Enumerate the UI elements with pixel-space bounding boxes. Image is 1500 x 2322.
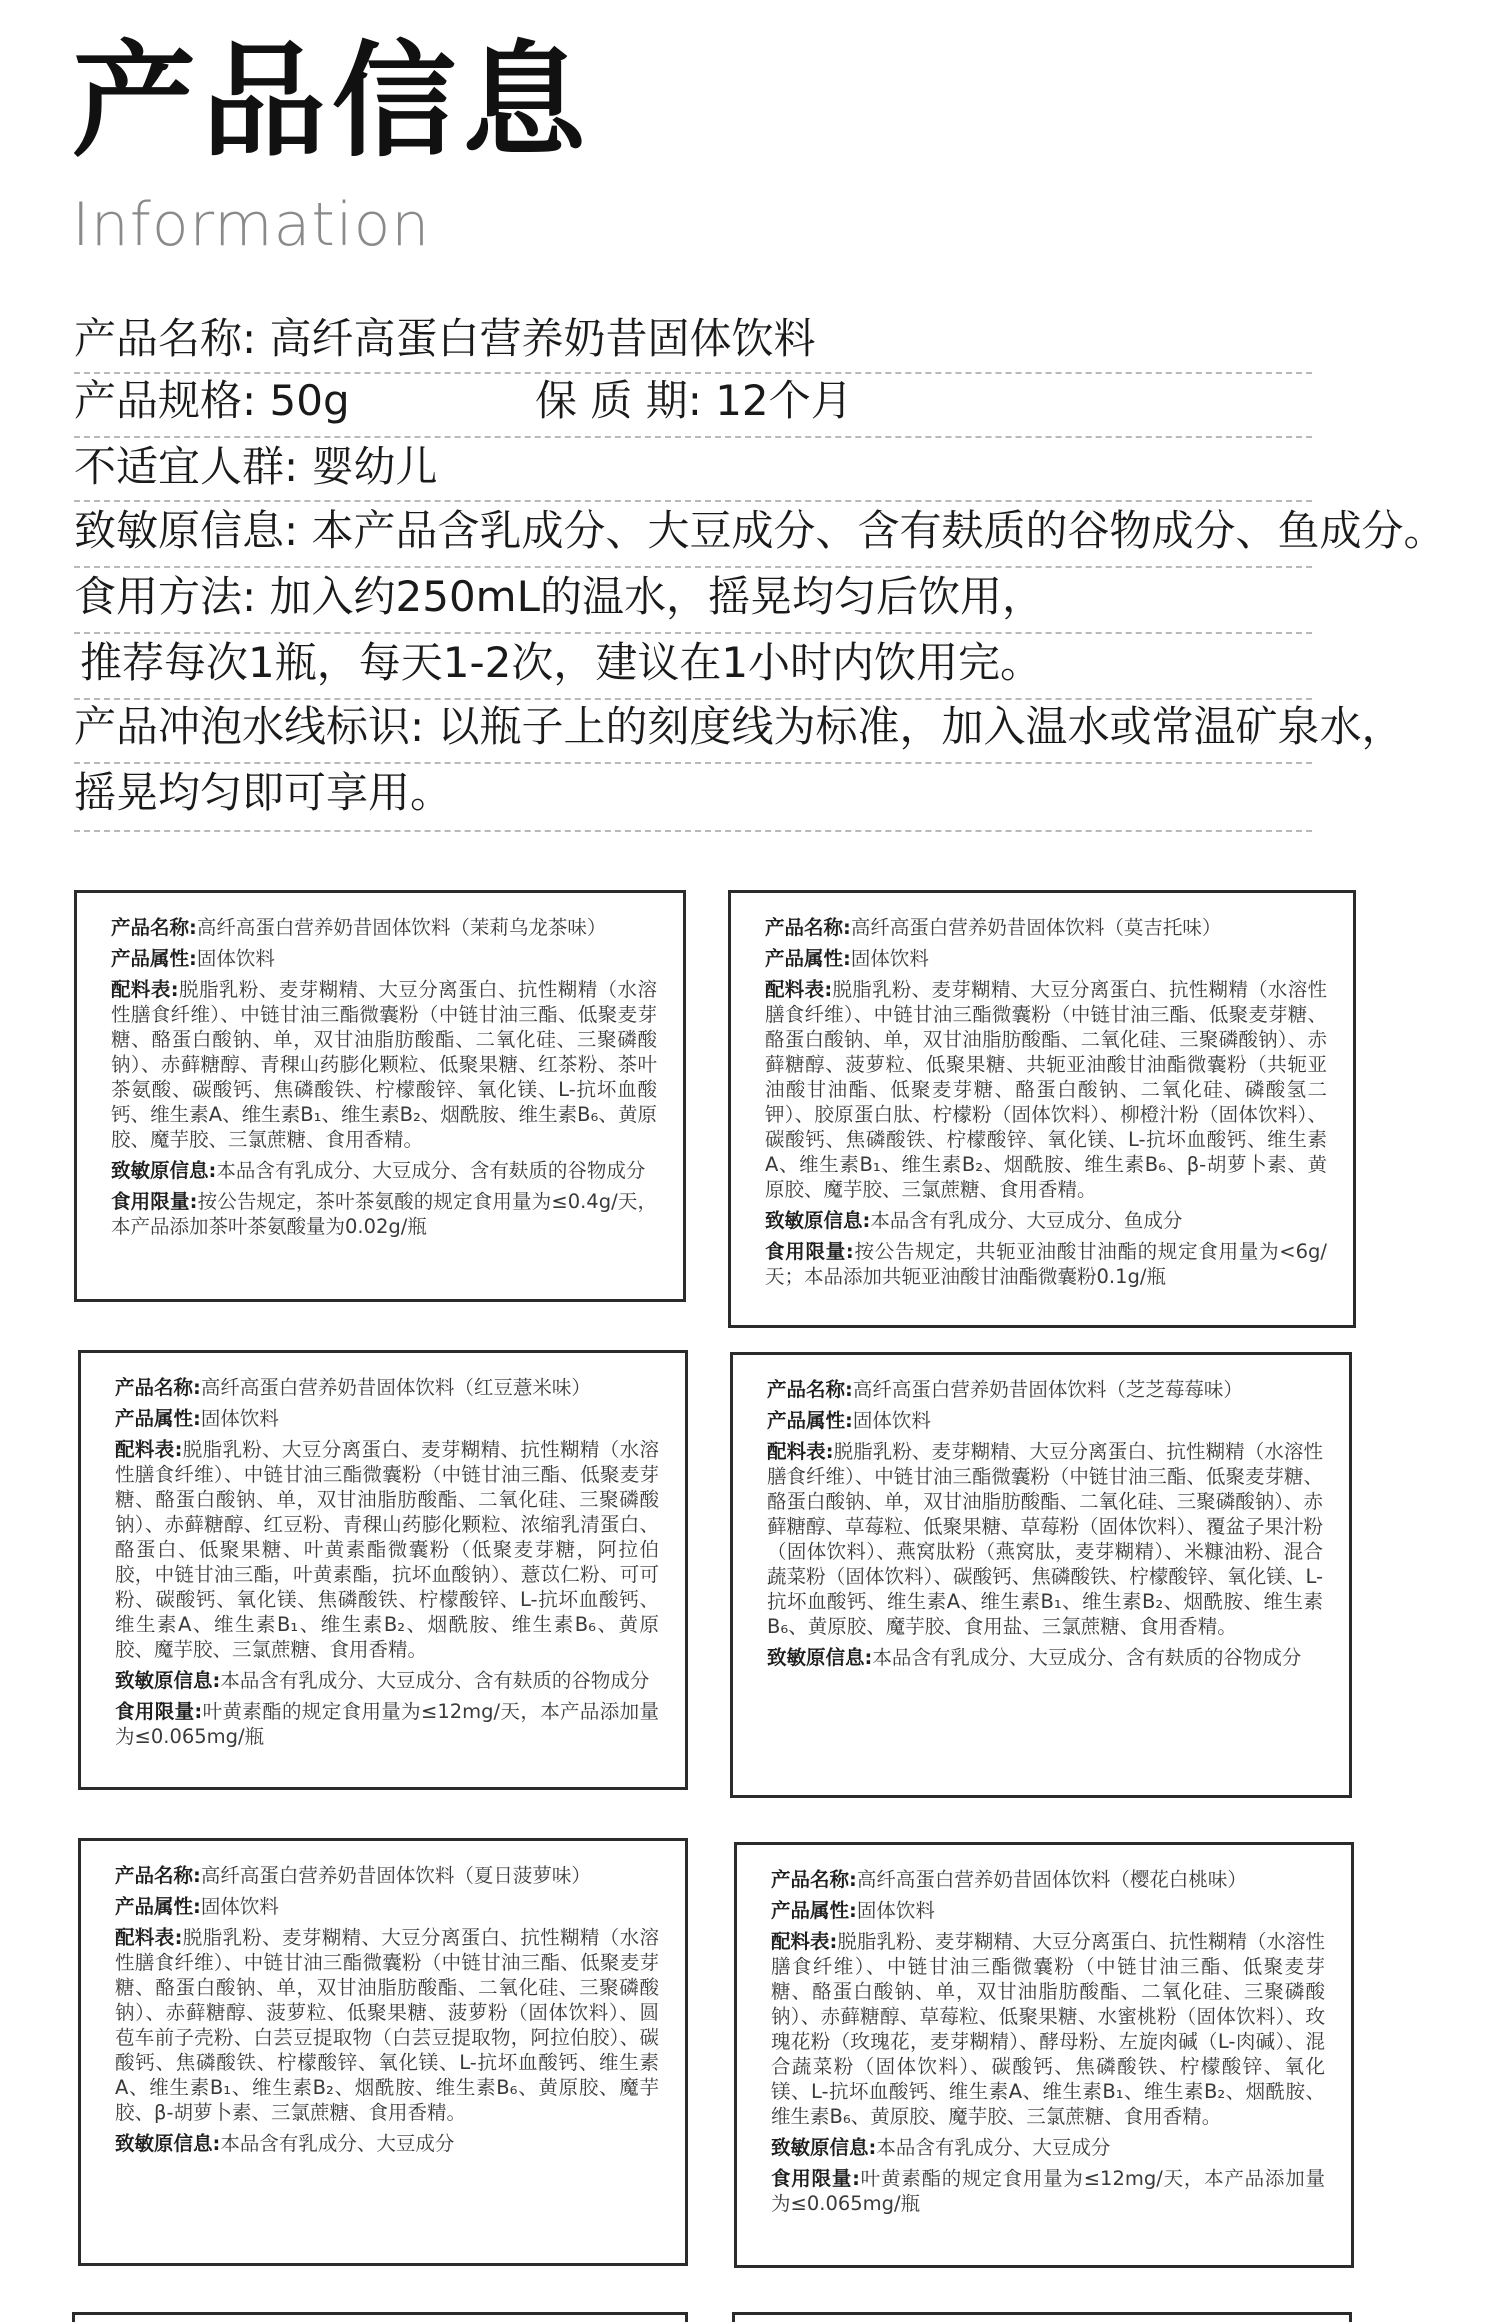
card-allergen: 本品含有乳成分、大豆成分 [876,2136,1111,2159]
card-limit: 叶黄素酯的规定食用量为≤12mg/天，本产品添加量为≤0.065mg/瓶 [771,2167,1325,2215]
card-allergen: 本品含有乳成分、大豆成分、含有麸质的谷物成分 [216,1159,646,1182]
divider [74,500,1312,502]
crowd-label: 不适宜人群: [74,442,312,491]
card-allergen: 本品含有乳成分、大豆成分、含有麸质的谷物成分 [872,1646,1302,1669]
allergen-row [74,506,1446,555]
card-limit: 叶黄素酯的规定食用量为≤12mg/天，本产品添加量为≤0.065mg/瓶 [115,1700,659,1748]
page-title: 产品信息 [72,30,593,174]
card-product-name: 高纤高蛋白营养奶昔固体饮料（红豆薏米味） [200,1376,591,1399]
divider [74,372,1312,374]
usage-label: 食用方法: [74,572,270,621]
card-allergen: 本品含有乳成分、大豆成分 [220,2132,455,2155]
divider [74,830,1312,832]
label-card-cheese-berry: 产品名称:高纤高蛋白营养奶昔固体饮料（芝芝莓莓味） 产品属性:固体饮料 配料表:脱脂乳粉、麦芽糊精、大豆分离蛋白、抗性糊精（水溶性膳食纤维）、中链甘油三酯微囊粉（中链甘油三酯、低聚麦芽糖、酪蛋白酸钠、单，双甘油脂肪酸酯、二氧化硅、三聚磷酸钠）、赤藓糖醇、草莓粒、低聚果糖、草莓粉（固体饮料）、覆盆子果汁粉（固体饮料）、燕窝肽粉（燕窝肽，麦芽糊精）、米糠油粉、混合蔬菜粉（固体饮料）、碳酸钙、焦磷酸铁、柠檬酸锌、氧化镁、L-抗坏血酸钙、维生素A、维生素B₁、维生素B₂、烟酰胺、维生素B₆、黄原胶、魔芋胶、食用盐、三氯蔗糖、食用香精。 致敏原信息:本品含有乳成分、大豆成分、含有麸质的谷物成分 [730,1352,1352,1798]
card-allergen: 本品含有乳成分、大豆成分、鱼成分 [870,1209,1183,1232]
card-ingredients: 脱脂乳粉、麦芽糊精、大豆分离蛋白、抗性糊精（水溶性膳食纤维）、中链甘油三酯微囊粉（中链甘油三酯、低聚麦芽糖、酪蛋白酸钠、单，双甘油脂肪酸酯、二氧化硅、三聚磷酸钠）、赤藓糖醇、草莓粒、低聚果糖、草莓粉（固体饮料）、覆盆子果汁粉（固体饮料）、燕窝肽粉（燕窝肽，麦芽糊精）、米糠油粉、混合蔬菜粉（固体饮料）、碳酸钙、焦磷酸铁、柠檬酸锌、氧化镁、L-抗坏血酸钙、维生素A、维生素B₁、维生素B₂、烟酰胺、维生素B₆、黄原胶、魔芋胶、食用盐、三氯蔗糖、食用香精。 [767,1440,1323,1638]
spec-row [74,376,350,425]
crowd-row [74,442,438,491]
label-card-red-bean-barley: 产品名称:高纤高蛋白营养奶昔固体饮料（红豆薏米味） 产品属性:固体饮料 配料表:脱脂乳粉、大豆分离蛋白、麦芽糊精、抗性糊精（水溶性膳食纤维）、中链甘油三酯微囊粉（中链甘油三酯、低聚麦芽糖、酪蛋白酸钠、单，双甘油脂肪酸酯、二氧化硅、三聚磷酸钠）、赤藓糖醇、红豆粉、青稞山药膨化颗粒、浓缩乳清蛋白、酪蛋白、低聚果糖、叶黄素酯微囊粉（低聚麦芽糖，阿拉伯胶，中链甘油三酯，叶黄素酯，抗坏血酸钠）、薏苡仁粉、可可粉、碳酸钙、氧化镁、焦磷酸铁、柠檬酸锌、L-抗坏血酸钙、维生素A、维生素B₁、维生素B₂、烟酰胺、维生素B₆、黄原胶、魔芋胶、三氯蔗糖、食用香精。 致敏原信息:本品含有乳成分、大豆成分、含有麸质的谷物成分 食用限量:叶黄素酯的规定食用量为≤12mg/天，本产品添加量为≤0.065mg/瓶 [78,1350,688,1790]
card-product-name: 高纤高蛋白营养奶昔固体饮料（茉莉乌龙茶味） [196,916,607,939]
spec-label: 产品规格: [74,376,270,425]
divider [74,632,1312,634]
card-product-attr: 固体饮料 [852,1409,931,1432]
usage-value: 加入约250mL的温水，摇晃均匀后饮用， [269,572,1044,621]
card-product-name: 高纤高蛋白营养奶昔固体饮料（芝芝莓莓味） [852,1378,1243,1401]
allergen-label: 致敏原信息: [74,506,312,555]
shelf-life-row [535,376,853,425]
label-card-jasmine-oolong: 产品名称:高纤高蛋白营养奶昔固体饮料（茉莉乌龙茶味） 产品属性:固体饮料 配料表:脱脂乳粉、麦芽糊精、大豆分离蛋白、抗性糊精（水溶性膳食纤维）、中链甘油三酯微囊粉（中链甘油三酯、低聚麦芽糖、酪蛋白酸钠、单，双甘油脂肪酸酯、二氧化硅、三聚磷酸钠）、赤藓糖醇、青稞山药膨化颗粒、低聚果糖、红茶粉、茶叶茶氨酸、碳酸钙、焦磷酸铁、柠檬酸锌、氧化镁、L-抗坏血酸钙、维生素A、维生素B₁、维生素B₂、烟酰胺、维生素B₆、黄原胶、魔芋胶、三氯蔗糖、食用香精。 致敏原信息:本品含有乳成分、大豆成分、含有麸质的谷物成分 食用限量:按公告规定，茶叶茶氨酸的规定食用量为≤0.4g/天，本产品添加茶叶茶氨酸量为0.02g/瓶 [74,890,686,1302]
card-product-attr: 固体饮料 [200,1407,279,1430]
divider [74,566,1312,568]
card-product-attr: 固体饮料 [200,1895,279,1918]
divider [74,436,1312,438]
label-card-summer-pineapple: 产品名称:高纤高蛋白营养奶昔固体饮料（夏日菠萝味） 产品属性:固体饮料 配料表:脱脂乳粉、麦芽糊精、大豆分离蛋白、抗性糊精（水溶性膳食纤维）、中链甘油三酯微囊粉（中链甘油三酯、低聚麦芽糖、酪蛋白酸钠、单，双甘油脂肪酸酯、二氧化硅、三聚磷酸钠）、赤藓糖醇、菠萝粒、低聚果糖、菠萝粉（固体饮料）、圆苞车前子壳粉、白芸豆提取物（白芸豆提取物，阿拉伯胶）、碳酸钙、焦磷酸铁、柠檬酸锌、氧化镁、L-抗坏血酸钙、维生素A、维生素B₁、维生素B₂、烟酰胺、维生素B₆、黄原胶、魔芋胶、β-胡萝卜素、三氯蔗糖、食用香精。 致敏原信息:本品含有乳成分、大豆成分 [78,1838,688,2266]
crowd-value: 婴幼儿 [311,442,438,491]
divider [74,698,1312,700]
card-limit: 按公告规定，共轭亚油酸甘油酯的规定食用量为<6g/天；本品添加共轭亚油酸甘油酯微囊粉0.1g/瓶 [765,1240,1327,1288]
page-subtitle: Information [72,190,431,260]
usage-row [74,572,1044,621]
label-card-partial-right [732,2312,1352,2322]
allergen-value: 本产品含乳成分、大豆成分、含有麸质的谷物成分、鱼成分。 [311,506,1446,555]
card-allergen: 本品含有乳成分、大豆成分、含有麸质的谷物成分 [220,1669,650,1692]
shelf-life-label: 保 质 期: [535,376,716,425]
product-name-row [74,314,816,363]
card-product-name: 高纤高蛋白营养奶昔固体饮料（夏日菠萝味） [200,1864,591,1887]
product-name-value: 高纤高蛋白营养奶昔固体饮料 [269,314,816,363]
label-card-sakura-peach: 产品名称:高纤高蛋白营养奶昔固体饮料（樱花白桃味） 产品属性:固体饮料 配料表:脱脂乳粉、麦芽糊精、大豆分离蛋白、抗性糊精（水溶性膳食纤维）、中链甘油三酯微囊粉（中链甘油三酯、低聚麦芽糖、酪蛋白酸钠、单，双甘油脂肪酸酯、二氧化硅、三聚磷酸钠）、赤藓糖醇、草莓粒、低聚果糖、水蜜桃粉（固体饮料）、玫瑰花粉（玫瑰花，麦芽糊精）、酵母粉、左旋肉碱（L-肉碱）、混合蔬菜粉（固体饮料）、碳酸钙、焦磷酸铁、柠檬酸锌、氧化镁、L-抗坏血酸钙、维生素A、维生素B₁、维生素B₂、烟酰胺、维生素B₆、黄原胶、魔芋胶、三氯蔗糖、食用香精。 致敏原信息:本品含有乳成分、大豆成分 食用限量:叶黄素酯的规定食用量为≤12mg/天，本产品添加量为≤0.065mg/瓶 [734,1842,1354,2268]
water-line-label: 产品冲泡水线标识: [74,702,438,751]
card-ingredients: 脱脂乳粉、麦芽糊精、大豆分离蛋白、抗性糊精（水溶性膳食纤维）、中链甘油三酯微囊粉（中链甘油三酯、低聚麦芽糖、酪蛋白酸钠、单，双甘油脂肪酸酯、二氧化硅、三聚磷酸钠）、赤藓糖醇、青稞山药膨化颗粒、低聚果糖、红茶粉、茶叶茶氨酸、碳酸钙、焦磷酸铁、柠檬酸锌、氧化镁、L-抗坏血酸钙、维生素A、维生素B₁、维生素B₂、烟酰胺、维生素B₆、黄原胶、魔芋胶、三氯蔗糖、食用香精。 [111,978,657,1151]
card-ingredients: 脱脂乳粉、麦芽糊精、大豆分离蛋白、抗性糊精（水溶性膳食纤维）、中链甘油三酯微囊粉（中链甘油三酯、低聚麦芽糖、酪蛋白酸钠、单，双甘油脂肪酸酯、二氧化硅、三聚磷酸钠）、赤藓糖醇、草莓粒、低聚果糖、水蜜桃粉（固体饮料）、玫瑰花粉（玫瑰花，麦芽糊精）、酵母粉、左旋肉碱（L-肉碱）、混合蔬菜粉（固体饮料）、碳酸钙、焦磷酸铁、柠檬酸锌、氧化镁、L-抗坏血酸钙、维生素A、维生素B₁、维生素B₂、烟酰胺、维生素B₆、黄原胶、魔芋胶、三氯蔗糖、食用香精。 [771,1930,1325,2128]
water-line-2: 摇晃均匀即可享用。 [74,768,453,817]
card-limit: 按公告规定，茶叶茶氨酸的规定食用量为≤0.4g/天，本产品添加茶叶茶氨酸量为0.02g/瓶 [111,1190,657,1238]
label-card-mojito: 产品名称:高纤高蛋白营养奶昔固体饮料（莫吉托味） 产品属性:固体饮料 配料表:脱脂乳粉、麦芽糊精、大豆分离蛋白、抗性糊精（水溶性膳食纤维）、中链甘油三酯微囊粉（中链甘油三酯、低聚麦芽糖、酪蛋白酸钠、单，双甘油脂肪酸酯、二氧化硅、三聚磷酸钠）、赤藓糖醇、菠萝粒、低聚果糖、共轭亚油酸甘油酯微囊粉（共轭亚油酸甘油酯、低聚麦芽糖、酪蛋白酸钠、二氧化硅、磷酸氢二钾）、胶原蛋白肽、柠檬粉（固体饮料）、柳橙汁粉（固体饮料）、碳酸钙、焦磷酸铁、柠檬酸锌、氧化镁、L-抗坏血酸钙、维生素A、维生素B₁、维生素B₂、烟酰胺、维生素B₆、β-胡萝卜素、黄原胶、魔芋胶、三氯蔗糖、食用香精。 致敏原信息:本品含有乳成分、大豆成分、鱼成分 食用限量:按公告规定，共轭亚油酸甘油酯的规定食用量为<6g/天；本品添加共轭亚油酸甘油酯微囊粉0.1g/瓶 [728,890,1356,1328]
divider [74,762,1312,764]
card-product-attr: 固体饮料 [856,1899,935,1922]
card-product-name: 高纤高蛋白营养奶昔固体饮料（莫吉托味） [850,916,1222,939]
card-product-attr: 固体饮料 [850,947,929,970]
card-product-attr: 固体饮料 [196,947,275,970]
card-ingredients: 脱脂乳粉、麦芽糊精、大豆分离蛋白、抗性糊精（水溶性膳食纤维）、中链甘油三酯微囊粉（中链甘油三酯、低聚麦芽糖、酪蛋白酸钠、单，双甘油脂肪酸酯、二氧化硅、三聚磷酸钠）、赤藓糖醇、菠萝粒、低聚果糖、菠萝粉（固体饮料）、圆苞车前子壳粉、白芸豆提取物（白芸豆提取物，阿拉伯胶）、碳酸钙、焦磷酸铁、柠檬酸锌、氧化镁、L-抗坏血酸钙、维生素A、维生素B₁、维生素B₂、烟酰胺、维生素B₆、黄原胶、魔芋胶、β-胡萝卜素、三氯蔗糖、食用香精。 [115,1926,659,2124]
card-ingredients: 脱脂乳粉、麦芽糊精、大豆分离蛋白、抗性糊精（水溶性膳食纤维）、中链甘油三酯微囊粉（中链甘油三酯、低聚麦芽糖、酪蛋白酸钠、单，双甘油脂肪酸酯、二氧化硅、三聚磷酸钠）、赤藓糖醇、菠萝粒、低聚果糖、共轭亚油酸甘油酯微囊粉（共轭亚油酸甘油酯、低聚麦芽糖、酪蛋白酸钠、二氧化硅、磷酸氢二钾）、胶原蛋白肽、柠檬粉（固体饮料）、柳橙汁粉（固体饮料）、碳酸钙、焦磷酸铁、柠檬酸锌、氧化镁、L-抗坏血酸钙、维生素A、维生素B₁、维生素B₂、烟酰胺、维生素B₆、β-胡萝卜素、黄原胶、魔芋胶、三氯蔗糖、食用香精。 [765,978,1327,1201]
usage-line-2: 推荐每次1瓶，每天1-2次，建议在1小时内饮用完。 [80,638,1043,687]
card-product-name: 高纤高蛋白营养奶昔固体饮料（樱花白桃味） [856,1868,1247,1891]
card-ingredients: 脱脂乳粉、大豆分离蛋白、麦芽糊精、抗性糊精（水溶性膳食纤维）、中链甘油三酯微囊粉（中链甘油三酯、低聚麦芽糖、酪蛋白酸钠、单，双甘油脂肪酸酯、二氧化硅、三聚磷酸钠）、赤藓糖醇、红豆粉、青稞山药膨化颗粒、浓缩乳清蛋白、酪蛋白、低聚果糖、叶黄素酯微囊粉（低聚麦芽糖，阿拉伯胶，中链甘油三酯，叶黄素酯，抗坏血酸钠）、薏苡仁粉、可可粉、碳酸钙、氧化镁、焦磷酸铁、柠檬酸锌、L-抗坏血酸钙、维生素A、维生素B₁、维生素B₂、烟酰胺、维生素B₆、黄原胶、魔芋胶、三氯蔗糖、食用香精。 [115,1438,659,1661]
label-card-partial-left [72,2312,688,2322]
water-line-value: 以瓶子上的刻度线为标准，加入温水或常温矿泉水， [437,702,1404,751]
water-line-row [74,702,1404,751]
shelf-life-value: 12个月 [715,376,853,425]
spec-value: 50g [269,376,350,425]
product-name-label: 产品名称: [74,314,270,363]
